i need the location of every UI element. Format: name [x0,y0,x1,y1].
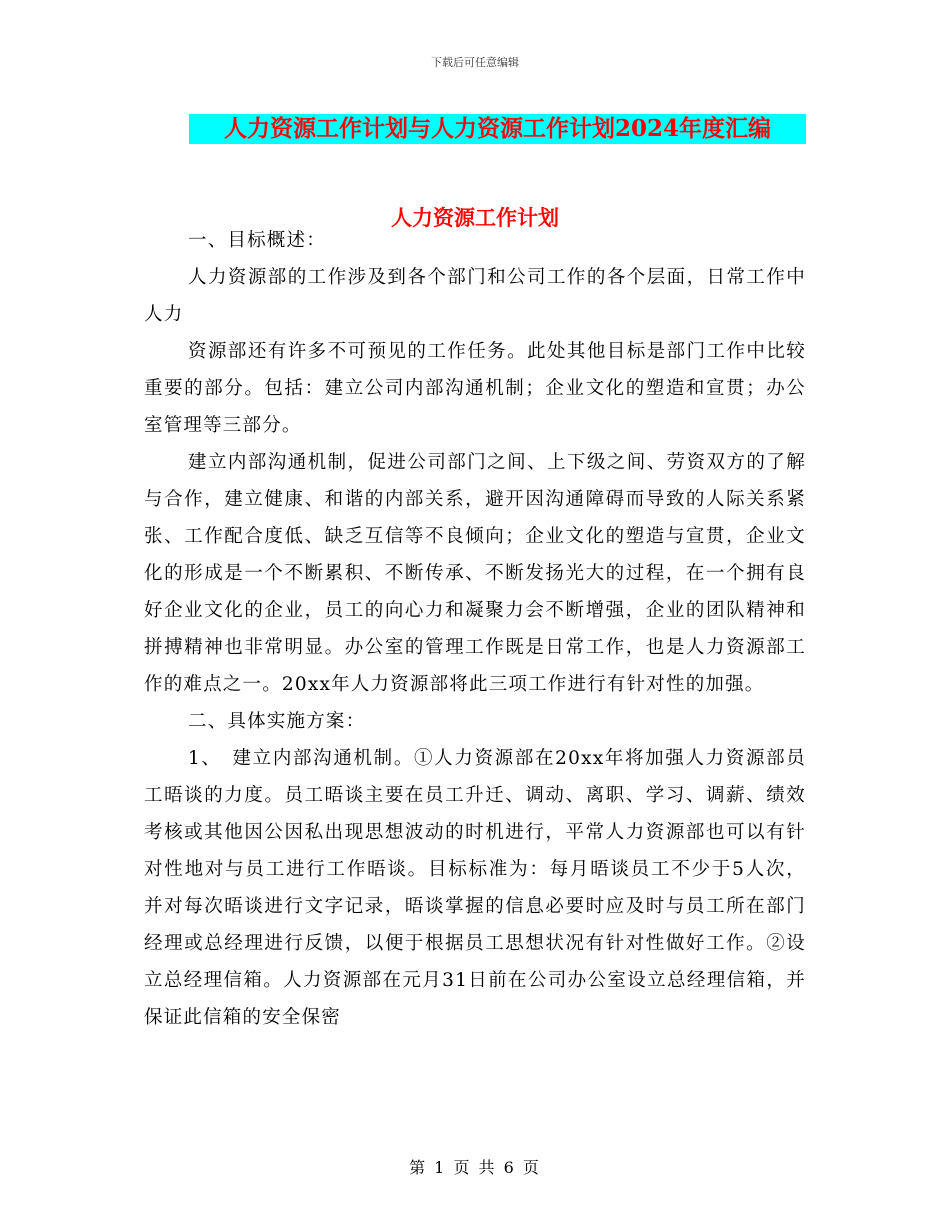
paragraph-heading-plan: 二、具体实施方案： [188,711,366,732]
section-title: 人力资源工作计划 [391,205,559,230]
paragraph: 建立内部沟通机制，促进公司部门之间、上下级之间、劳资双方的了解与合作，建立健康、和谐的内部关系，避开因沟通障碍而导致的人际关系紧张、工作配合度低、缺乏互信等不良倾向；企业文化的塑造与宣贯，企业文化的形成是一个不断累积、不断传承、不断发扬光大的过程，在一个拥有良好企业文化的企业，员工的向心力和凝聚力会不断增强，企业的团队精神和拼搏精神也非常明显。办公室的管理工作既是日常工作，也是人力资源部工作的难点之一。20xx年人力资源部将此三项工作进行有针对性的加强。 [144,452,806,695]
paragraph: 资源部还有许多不可预见的工作任务。此处其他目标是部门工作中比较重要的部分。包括：建立公司内部沟通机制；企业文化的塑造和宣贯；办公室管理等三部分。 [144,341,806,436]
paragraph: 1、 建立内部沟通机制。①人力资源部在20xx年将加强人力资源部员工晤谈的力度。员工晤谈主要在员工升迁、调动、离职、学习、调薪、绩效考核或其他因公因私出现思想波动的时机进行，平常人力资源部也可以有针对性地对与员工进行工作晤谈。目标标准为：每月晤谈员工不少于5人次，并对每次晤谈进行文字记录，晤谈掌握的信息必要时应及时与员工所在部门经理或总经理进行反馈，以便于根据员工思想状况有针对性做好工作。②设立总经理信箱。人力资源部在元月31日前在公司办公室设立总经理信箱，并保证此信箱的安全保密 [144,748,806,1028]
paragraph-heading-goals: 一、目标概述： [188,230,326,251]
document-title: 人力资源工作计划与人力资源工作计划2024年度汇编 [189,114,806,144]
header-note: 下载后可任意编辑 [431,56,519,69]
page-number: 第 1 页 共 6 页 [409,1158,541,1177]
document-body [144,222,806,1036]
paragraph: 人力资源部的工作涉及到各个部门和公司工作的各个层面，日常工作中人力 [144,267,806,325]
